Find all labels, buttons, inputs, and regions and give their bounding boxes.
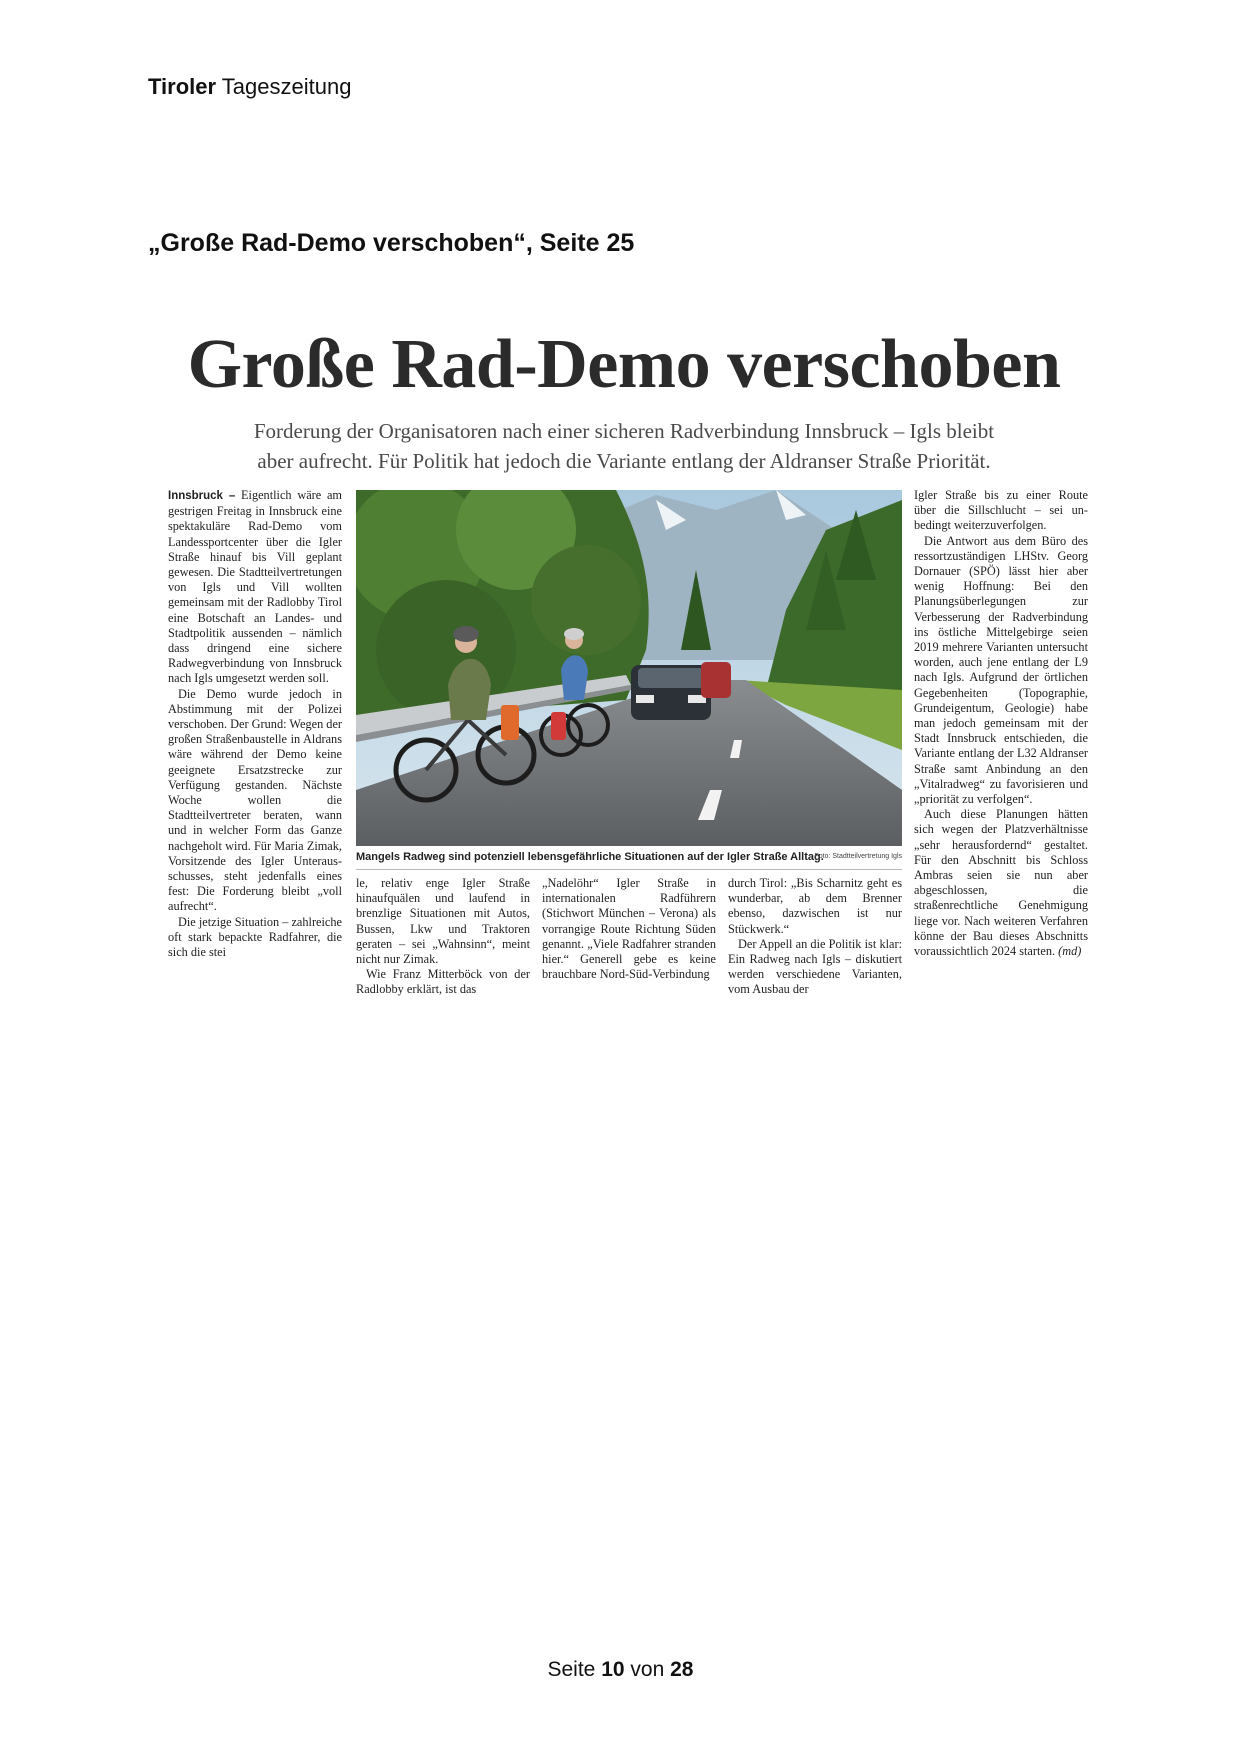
article-column-5 bbox=[914, 488, 1088, 959]
article-subheadline bbox=[160, 416, 1088, 476]
paragraph: Der Appell an die Politik ist klar: Ein Radweg nach Igls – diskutiert werden verschiedene Varianten, vom Ausbau der bbox=[728, 936, 902, 997]
paragraph bbox=[168, 488, 342, 687]
article-photo bbox=[356, 490, 902, 846]
photo-caption: Mangels Radweg sind potenziell lebensgefährliche Situationen auf der Igler Straße Alltag. bbox=[356, 851, 824, 863]
article-clipping bbox=[160, 318, 1088, 1008]
photo-credit: Foto: Stadtteilvertretung Igls bbox=[814, 853, 902, 860]
page-word: Seite bbox=[547, 1658, 596, 1681]
paragraph: „Nadelöhr“ Igler Straße in internationalen Radführern (Stichwort München – Verona) als vorrangige Route Richtung Süden genannt. „Viele Radfahrer stranden hier.“ Generell gebe es keine brauchbare Nord-Süd-Verbindung bbox=[542, 876, 716, 982]
subheadline-line-2: aber aufrecht. Für Politik hat jedoch die Variante entlang der Aldranser Straße Priorität. bbox=[257, 449, 991, 473]
paragraph: Wie Franz Mitterböck von der Radlobby erklärt, ist das bbox=[356, 967, 530, 997]
article-column-4 bbox=[728, 876, 902, 998]
article-column-3 bbox=[542, 876, 716, 982]
publication-name bbox=[148, 74, 351, 100]
page-current: 10 bbox=[601, 1658, 625, 1681]
paragraph-text: Auch diese Planungen hätten sich wegen der Platzverhältnisse „sehr herausfordernd“ gestaltet. Für den Abschnitt bis Schloss Ambras seien sie nun aber abgeschlossen, die straßenrechtliche Genehmigung liege vor. Nach weiteren Verfahren könne der Bau dieses Abschnitts voraussichtlich 2024 starten. bbox=[914, 807, 1088, 959]
cyclists-on-road-image bbox=[356, 490, 902, 846]
publication-name-bold: Tiroler bbox=[148, 74, 217, 99]
paragraph: Igler Straße bis zu einer Route über die Sillschlucht – sei unbedingt weiterzuverfolgen. bbox=[914, 488, 1088, 533]
paragraph-text: Eigentlich wäre am gestrigen Freitag in Innsbruck eine spektakuläre Rad-Demo vom Landessportcenter über die Igler Straße hinauf bis Vill geplant gewesen. Die Stadtteilvertretungen von Igls und Vill wollten gemeinsam mit der Radlobby Tirol eine Botschaft an Landes- und Stadtpolitik aussenden – nämlich dass dringend eine sichere Radwegverbindung von Innsbruck nach Igls umgesetzt werden soll. bbox=[168, 488, 342, 686]
paragraph: Die Demo wurde jedoch in Abstimmung mit der Polizei verschoben. Der Grund: Wegen der großen Straßenbaustelle in Aldrans wäre während der Demo keine geeignete Ersatzstrecke zur Verfügung gestanden. Nächste Woche wollen die Stadtteilvertreter beraten, wann und in welcher Form das Ganze nachgeholt wird. Für Maria Zimak, Vorsitzende des Igler Unterausschusses, steht jedenfalls eines fest: Die Forderung bleibt „voll aufrecht“. bbox=[168, 686, 342, 914]
paragraph bbox=[914, 807, 1088, 959]
page-of: von bbox=[630, 1658, 665, 1681]
paragraph: le, relativ enge Igler Straße hinaufquälen und laufend in brenzlige Situationen mit Autos, Bussen, Lkw und Traktoren geraten – sei „Wahnsinn“, meint nicht nur Zimak. bbox=[356, 876, 530, 967]
article-column-1 bbox=[168, 488, 342, 960]
paragraph: Die Antwort aus dem Büro des ressortzuständigen LHStv. Georg Dornauer (SPÖ) lässt hier aber wenig Hoffnung: Bei den Planungsüberlegungen zur Verbesserung der Radverbindung ins östliche Mittelgebirge seien 2019 mehrere Varianten untersucht worden, auch jene entlang der L9 nach Igls. Aufgrund der örtlichen Gegebenheiten (Topographie, Grundeigentum, Geologie) habe man jedoch gemeinsam mit der Stadt Innsbruck entschieden, die Variante entlang der L32 Aldranser Straße samt Anbindung an den „Vitalradweg“ zu favorisieren und „priorität zu verfolgen“. bbox=[914, 533, 1088, 807]
page-number bbox=[0, 1658, 1241, 1682]
article-reference: „Große Rad-Demo verschoben“, Seite 25 bbox=[148, 229, 635, 257]
publication-name-rest: Tageszeitung bbox=[221, 74, 352, 99]
dateline: Innsbruck – bbox=[168, 490, 236, 502]
caption-divider bbox=[356, 869, 902, 870]
author-signature: (md) bbox=[1058, 944, 1082, 959]
paragraph: durch Tirol: „Bis Scharnitz geht es wunderbar, ab dem Brenner ebenso, dazwischen ist nur Stückwerk.“ bbox=[728, 876, 902, 936]
page-total: 28 bbox=[670, 1658, 694, 1681]
subheadline-line-1: Forderung der Organisatoren nach einer sicheren Radverbindung Innsbruck – Igls bleibt bbox=[253, 419, 995, 443]
photo-caption-bar bbox=[356, 849, 902, 867]
article-column-2 bbox=[356, 876, 530, 998]
paragraph: Die jetzige Situation – zahlreiche oft stark bepackte Radfahrer, die sich die stei bbox=[168, 914, 342, 960]
article-headline: Große Rad-Demo verschoben bbox=[187, 326, 1061, 403]
